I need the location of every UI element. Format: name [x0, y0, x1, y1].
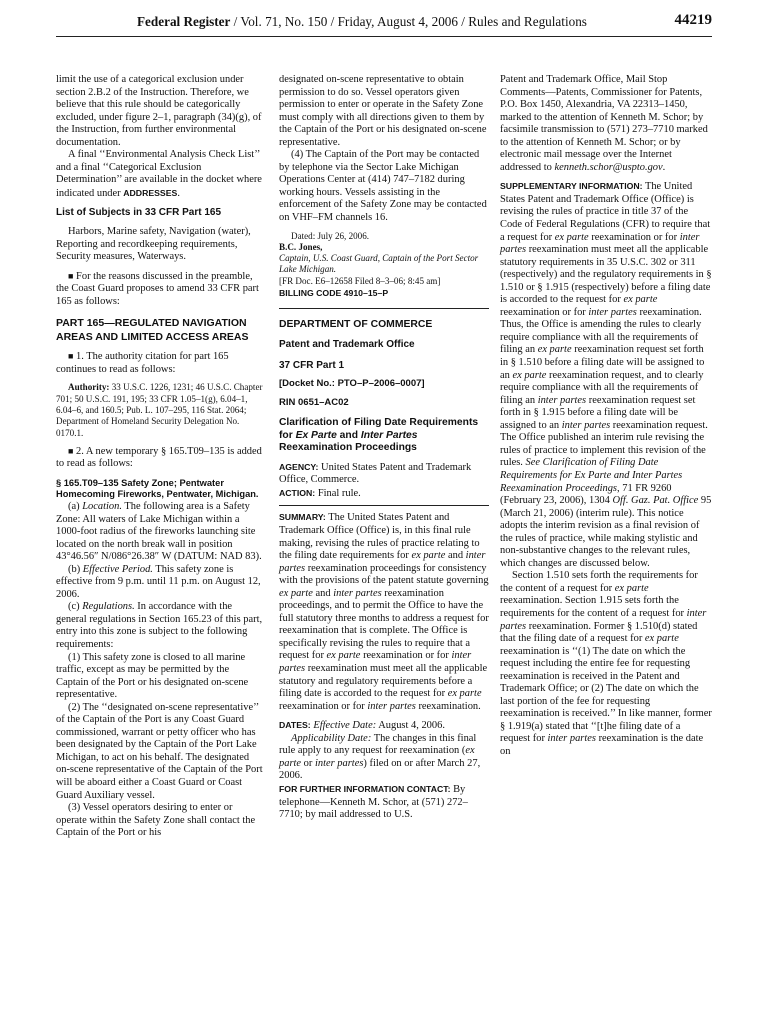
header-rule [56, 36, 712, 37]
text: For the reasons discussed in the preamble, the Coast Guard proposes to amend 33 CFR part 165 as follows: [56, 270, 259, 307]
signer-name [279, 242, 489, 253]
divider [279, 308, 489, 309]
agency-label: AGENCY: [279, 461, 319, 472]
authority-label: Authority: [68, 382, 110, 393]
text: ex parte [512, 369, 547, 381]
text: (b) [68, 563, 83, 575]
text: The United States Patent and Trademark Office (Office) is, in this final rule making, revising the rules of practice relating to the filing date requirements for [279, 512, 480, 562]
part-heading: PART 165—REGULATED NAVIGATION AREAS AND LIMITED ACCESS AREAS [56, 317, 249, 343]
text: reexamination must meet all the applicable statutory and regulatory requirements before a filing date is accorded to the request for [279, 663, 488, 700]
column-2 [279, 74, 489, 822]
divider [279, 505, 489, 506]
text: inter partes [314, 757, 364, 769]
text: (a) [68, 500, 83, 512]
text: Patent and Trademark Office, Mail Stop Comments—Patents, Commissioner for Patents, P.O. Box 1450, Alexandria, VA 22313–1450, marked to the attention of Kenneth M. Schor; by facsimile transmission to (571) 273–7710 marked to the attention of Kenneth M. Schor; or by electronic mail message over the Internet addressed to [500, 74, 708, 173]
cfr-part: 37 CFR Part 1 [279, 359, 345, 371]
page-header [56, 14, 712, 34]
docket-number: [Docket No.: PTO–P–2006–0007] [279, 378, 425, 390]
text: B.C. Jones, [279, 241, 323, 252]
text: inter partes [547, 733, 596, 745]
text: and [336, 429, 361, 441]
text: 33 U.S.C. 1226, 1231; 46 U.S.C. Chapter 701; 50 U.S.C. 191, 195; 33 CFR 1.05–1(g), 6.04–1, 6.04–6, and 160.5; Pub. L. 107–295, 116 Stat. 2064; Department of Homeland Security Delegation No. 0170.1. [56, 382, 263, 438]
action-label: ACTION: [279, 487, 316, 498]
text: reexamination. Thus, the Office is amending the rules to clearly require compliance with all the requirements of filing an [500, 306, 702, 356]
text: This safety zone is effective from 9 p.m. until 11 p.m. on August 12, 2006. [56, 563, 261, 600]
billing-code: BILLING CODE 4910–15–P [279, 288, 389, 299]
supplementary-label: SUPPLEMENTARY INFORMATION: [500, 181, 643, 192]
paragraph [500, 570, 712, 758]
text: Regulations. [82, 601, 135, 613]
text: reexamination. [415, 700, 481, 712]
dates-paragraph [279, 719, 489, 733]
text: reexamination. Section 1.915 sets forth the requirements for the content of a request for [500, 595, 687, 619]
paragraph: (1) This safety zone is closed to all marine traffic, except as may be permitted by the Captain of the Port or his designated on-scene representative. [56, 651, 249, 701]
text: reexamination request set forth in § 1.915 before a filing date will be assigned to an [500, 394, 696, 431]
text: The United States Patent and Trademark Office (Office) is revising the rules of practice in title 37 of the Code of Federal Regulations (CFR) to require that a request for [500, 181, 711, 243]
paragraph: (2) The ‘‘designated on-scene representative’’ of the Captain of the Port is any Coast Guard commissioned, warrant or petty officer who has been designated by the Captain of the Port Lake Michigan, to act on his behalf. The designated on-scene representative of the Captain of the Port will be aboard either a Coast Guard or Coast Guard Auxiliary vessel. [56, 701, 263, 801]
text: ex parte [614, 582, 649, 594]
rin-number: RIN 0651–AC02 [279, 396, 349, 408]
paragraph [500, 74, 712, 174]
text: reexamination must meet all the applicable statutory requirements in 35 U.S.C. 302 or 311 (respectively) and the regulatory requirements in § 1.510 or § 1.915 (respectively) before a filing date is accorded to the request for [500, 244, 712, 306]
text: inter partes [588, 306, 637, 318]
text: reexamination request set forth in § 1.510 before a filing date will be assigned to an [500, 344, 705, 381]
paragraph [279, 733, 489, 783]
contact-paragraph [279, 783, 489, 822]
text: inter partes [279, 550, 486, 574]
text: ex parte [279, 587, 313, 599]
email-address: kenneth.schor@uspto.gov [554, 161, 663, 173]
paragraph: limit the use of a categorical exclusion under section 2.B.2 of the Instruction. Therefore, we believe that this rule should be categorically excluded, under figure 2–1, paragraph (34)(g), of the Instruction, from further environmental documentation. [56, 74, 262, 148]
text: United States Patent and Trademark Office, Commerce. [279, 461, 472, 486]
text: reexamination request. The Office published an interim rule revising the rules of practice to implement this revision of the rules. [500, 419, 708, 469]
section-heading: § 165.T09–135 Safety Zone; Pentwater Homecoming Fireworks, Pentwater, Michigan. [56, 477, 259, 500]
text: The changes in this final rule apply to any request for reexamination ( [279, 732, 477, 757]
paragraph: (3) Vessel operators desiring to enter or operate within the Safety Zone shall contact the Captain of the Port or his [56, 802, 256, 839]
text: reexamination proceedings for consistency with the provisions of the patent statute governing [279, 562, 489, 587]
running-head [137, 14, 587, 30]
text: ex parte [411, 550, 446, 562]
summary-paragraph [279, 511, 489, 713]
text: reexamination or for [588, 231, 680, 243]
text: By telephone—Kenneth M. Schor, at (571) 272–7710; by mail addressed to U.S. [279, 783, 468, 821]
issue-details: / Vol. 71, No. 150 / Friday, August 4, 2006 / Rules and Regulations [230, 14, 587, 29]
text: . [662, 161, 666, 173]
text: Final rule. [315, 487, 361, 499]
authority-citation [56, 382, 264, 438]
bullet-icon: ■ [68, 351, 74, 362]
text: inter partes [537, 394, 587, 406]
paragraph: designated on-scene representative to obtain permission to do so. Vessel operators given permission to enter or operate in the Safety Zone must comply with all directions given to them by the Captain of the Port or his designated on-scene representative. [279, 74, 487, 148]
department-heading: DEPARTMENT OF COMMERCE [279, 318, 433, 330]
text: A final ‘‘Environmental Analysis Check List’’ and a final ‘‘Categorical Exclusion Determination’’ are available in the docket where indicated under [56, 149, 262, 199]
text: August 4, 2006. [376, 720, 445, 732]
text: Reexamination Proceedings [279, 442, 417, 454]
addresses-ref: ADDRESSES [123, 187, 178, 198]
paragraph [56, 445, 264, 471]
text: ex parte [326, 650, 361, 662]
column-1 [56, 74, 264, 840]
paragraph [56, 270, 264, 309]
fr-doc-line: [FR Doc. E6–12658 Filed 8–3–06; 8:45 am] [279, 275, 441, 286]
page-number: 44219 [674, 12, 712, 28]
text: , 71 FR 9260 (February 23, 2006), 1304 [500, 482, 672, 507]
agency-heading: Patent and Trademark Office [279, 339, 415, 351]
text: 2. A new temporary § 165.T09–135 is added to read as follows: [56, 445, 262, 470]
text: 1. The authority citation for part 165 continues to read as follows: [56, 351, 229, 375]
text: Effective Period. [82, 563, 153, 575]
text: reexamination is ‘‘(1) The date on which the request including the entire fee for requesting reexamination is received in the Patent and Trademark Office; or (2) The date on which the last portion of the fee for requesting reexamination is received.’’ In like manner, former § 1.919(a) stated that ‘‘[t]he filing date of a request for [500, 645, 712, 745]
journal-name: Federal Register [137, 14, 231, 29]
rule-title [279, 417, 489, 455]
text: inter partes [561, 419, 611, 431]
text: reexamination is the date on [500, 733, 704, 757]
text: Inter Partes [360, 429, 418, 441]
text: ex parte [644, 633, 679, 645]
paragraph [56, 601, 264, 651]
text: reexamination or for [279, 700, 368, 712]
text: See Clarification of Filing Date Requirements for Ex Parte and Inter Partes Reexamination Proceedings [500, 457, 683, 494]
bullet-icon: ■ [68, 445, 74, 456]
text: Off. Gaz. Pat. Office [612, 495, 699, 507]
text: inter partes [367, 700, 416, 712]
text: inter partes [333, 587, 382, 599]
list-of-subjects-heading: List of Subjects in 33 CFR Part 165 [56, 207, 222, 219]
paragraph [56, 501, 264, 564]
text: (c) [68, 601, 83, 613]
contact-label: FOR FURTHER INFORMATION CONTACT: [279, 783, 451, 794]
text: . [177, 187, 180, 199]
paragraph [56, 149, 264, 200]
text: Section 1.510 sets forth the requirements for the content of a request for [500, 570, 698, 594]
text: reexamination. Former § 1.510(d) stated that the filing date of a request for [500, 620, 698, 645]
text: or [301, 757, 315, 769]
text: ex parte [537, 344, 572, 356]
agency-line [279, 461, 489, 487]
text: Ex Parte [295, 429, 337, 441]
text: Effective Date: [310, 720, 377, 732]
text: ex parte [279, 745, 475, 769]
paragraph [56, 350, 264, 376]
signer-title [279, 253, 489, 276]
paragraph: Harbors, Marine safety, Navigation (water), Reporting and recordkeeping requirements, Security measures, Waterways. [56, 226, 251, 263]
text: reexamination request, and to clearly require compliance with all the requirements of filing an [500, 369, 704, 406]
text: ) filed on or after March 27, 2006. [279, 757, 481, 782]
text: and [445, 550, 466, 562]
text: inter partes [500, 607, 707, 632]
text: ex parte [554, 231, 589, 243]
paragraph: (4) The Captain of the Port may be contacted by telephone via the Sector Lake Michigan Operations Center at (414) 747–7182 during working hours. Vessels assisting in the enforcement of the Safety Zone may be contacted on VHF–FM channels 16. [279, 149, 487, 224]
supplementary-paragraph [500, 180, 712, 570]
summary-label: SUMMARY: [279, 512, 326, 523]
text: Applicability Date: [291, 732, 372, 744]
text: Clarification of Filing Date Requirements for [279, 417, 479, 441]
action-line [279, 487, 489, 501]
text: reexamination proceedings, and to permit the Office to have the full statutory three months to address a request for reexamination that is complete. The Office is specifically revising the rules to require that a request for [279, 587, 489, 662]
text: reexamination or for [360, 650, 452, 662]
text: and [312, 587, 334, 599]
paragraph [56, 564, 264, 602]
text: inter partes [500, 231, 700, 256]
text: The following area is a Safety Zone: All waters of Lake Michigan within a 1000-foot radius of the fireworks launching site located on the north break wall in position 43°46.56″ N/086°26.38″ W (DATUM: NAD 83). [56, 500, 262, 563]
text: In accordance with the general regulations in Section 165.23 of this part, entry into this zone is subject to the following requirements: [56, 601, 263, 650]
text: Location. [82, 500, 122, 512]
text: inter partes [279, 650, 472, 675]
bullet-icon: ■ [68, 270, 74, 281]
dates-label: DATES: [279, 720, 311, 731]
dated-line: Dated: July 26, 2006. [291, 230, 370, 241]
text: 95 (March 21, 2006) (interim rule). This notice adopts the interim revision as a final revision of the rules of practice, while making stylistic and non-substantive changes to the relevant rules, which changes are discussed below. [500, 495, 712, 569]
column-3 [500, 74, 712, 759]
text: reexamination or for [500, 306, 589, 318]
text: Captain, U.S. Coast Guard, Captain of the Port Sector Lake Michigan. [279, 253, 479, 275]
text: ex parte [623, 294, 658, 306]
text: ex parte [447, 688, 482, 700]
